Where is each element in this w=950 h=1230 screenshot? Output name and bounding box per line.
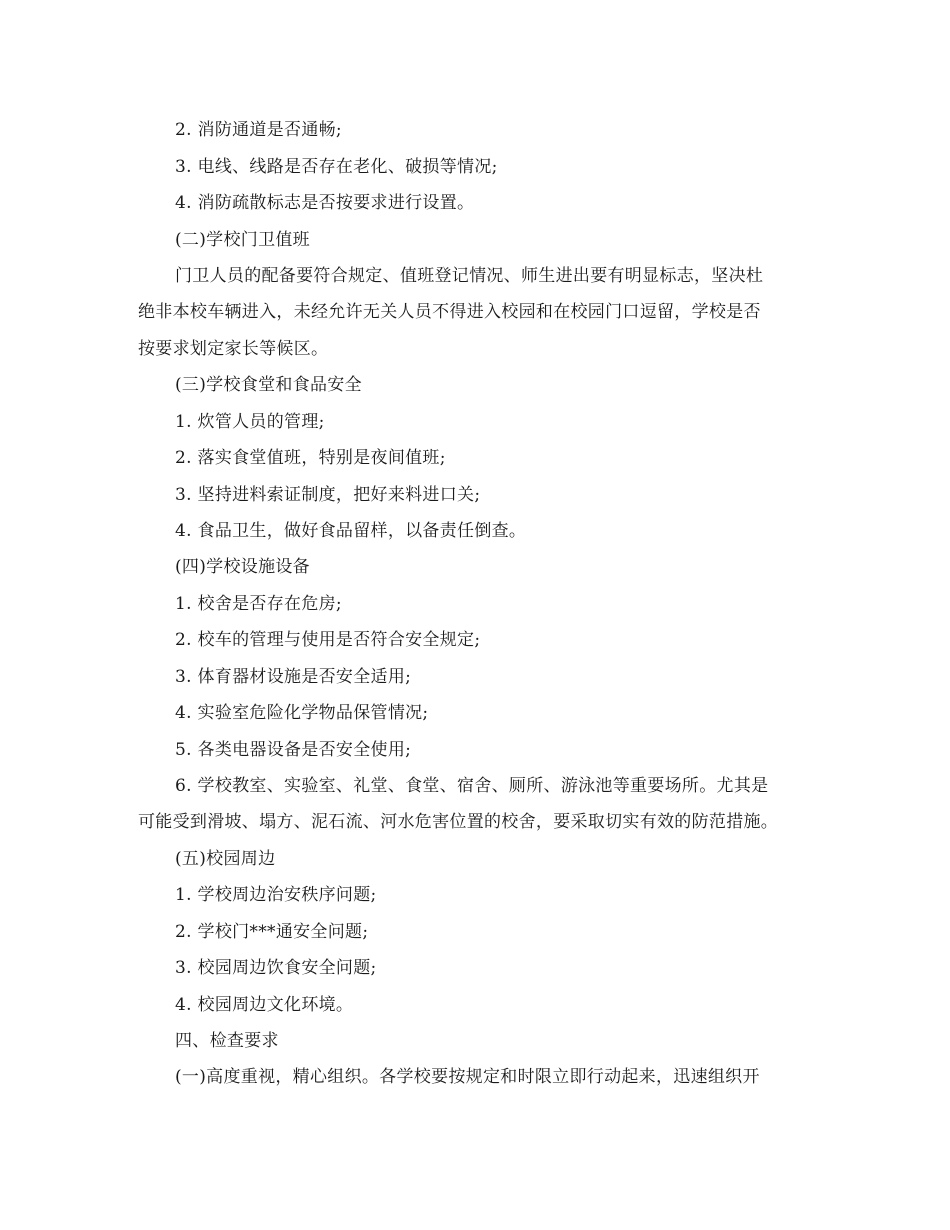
list-item-food-hygiene: 4. 食品卫生，做好食品留样，以备责任倒查。 <box>175 521 527 541</box>
list-item-sports-equipment: 3. 体育器材设施是否安全适用; <box>175 667 412 687</box>
section-heading-surroundings: (五)校园周边 <box>175 849 276 869</box>
list-item-evacuation-signs: 4. 消防疏散标志是否按要求进行设置。 <box>175 193 475 213</box>
list-item-cultural-environment: 4. 校园周边文化环境。 <box>175 995 354 1015</box>
list-item-food-safety: 3. 校园周边饮食安全问题; <box>175 958 377 978</box>
list-item-key-venues-line-2: 可能受到滑坡、塌方、泥石流、河水危害位置的校舍，要采取切实有效的防范措施。 <box>138 812 779 832</box>
list-item-public-order: 1. 学校周边治安秩序问题; <box>175 885 377 905</box>
paragraph-gate-duty-line-1: 门卫人员的配备要符合规定、值班登记情况、师生进出要有明显标志，坚决杜 <box>175 266 764 286</box>
list-item-key-venues-line-1: 6. 学校教室、实验室、礼堂、食堂、宿舍、厕所、游泳池等重要场所。尤其是 <box>175 776 769 796</box>
section-heading-gate-duty: (二)学校门卫值班 <box>175 230 310 250</box>
list-item-lab-chemicals: 4. 实验室危险化学物品保管情况; <box>175 703 429 723</box>
list-item-canteen-duty: 2. 落实食堂值班，特别是夜间值班; <box>175 448 446 468</box>
section-heading-facilities: (四)学校设施设备 <box>175 557 310 577</box>
paragraph-requirements-line-1: (一)高度重视，精心组织。各学校要按规定和时限立即行动起来，迅速组织开 <box>175 1067 760 1087</box>
section-heading-canteen: (三)学校食堂和食品安全 <box>175 375 362 395</box>
list-item-school-bus: 2. 校车的管理与使用是否符合安全规定; <box>175 630 481 650</box>
paragraph-gate-duty-line-3: 按要求划定家长等候区。 <box>138 339 329 359</box>
list-item-fire-passage: 2. 消防通道是否通畅; <box>175 120 342 140</box>
list-item-cook-management: 1. 炊管人员的管理; <box>175 412 325 432</box>
section-heading-inspection-requirements: 四、检查要求 <box>175 1031 279 1051</box>
list-item-traffic-safety: 2. 学校门***通安全问题; <box>175 922 369 942</box>
list-item-electrical-devices: 5. 各类电器设备是否安全使用; <box>175 740 412 760</box>
paragraph-gate-duty-line-2: 绝非本校车辆进入，未经允许无关人员不得进入校园和在校园门口逗留，学校是否 <box>138 302 761 322</box>
list-item-purchase-certificates: 3. 坚持进料索证制度，把好来料进口关; <box>175 485 481 505</box>
list-item-dangerous-buildings: 1. 校舍是否存在危房; <box>175 594 342 614</box>
list-item-wiring: 3. 电线、线路是否存在老化、破损等情况; <box>175 157 498 177</box>
